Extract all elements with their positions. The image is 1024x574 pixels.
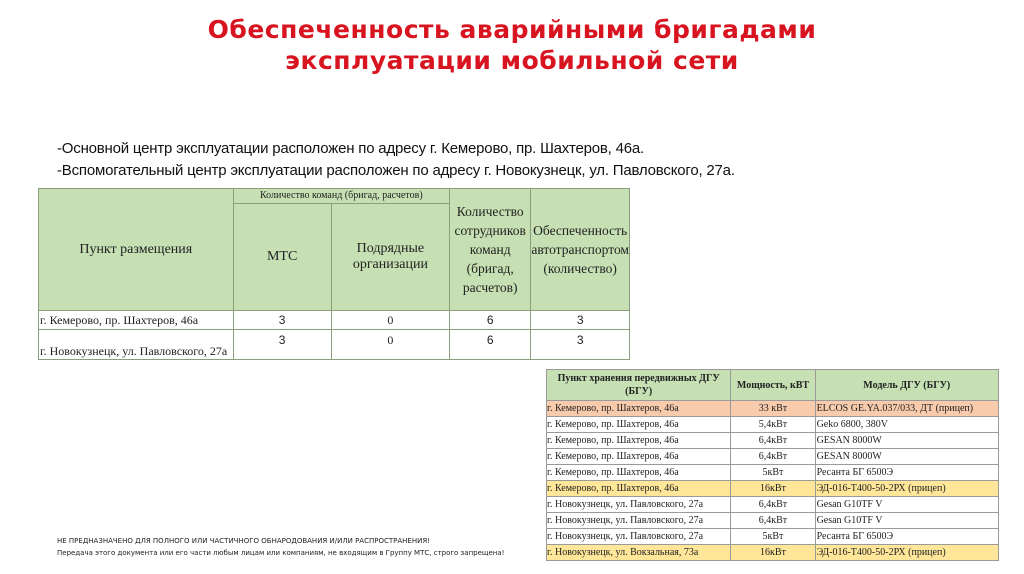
cell-power: 5,4кВт [731,417,815,433]
table-row [547,401,999,417]
cell-model: ЭД-016-Т400-50-2РХ (прицеп) [815,481,998,497]
notice-line-1: НЕ ПРЕДНАЗНАЧЕНО ДЛЯ ПОЛНОГО ИЛИ ЧАСТИЧНОГО ОБНАРОДОВАНИЯ И/ИЛИ РАСПРОСТРАНЕНИЯ! [57,537,430,545]
cell-place: г. Кемерово, пр. Шахтеров, 46а [547,433,731,449]
cell-place: г. Кемерово, пр. Шахтеров, 46а [547,465,731,481]
cell-power: 33 кВт [731,401,815,417]
cell-model: Geko 6800, 380V [815,417,998,433]
cell-power: 16кВт [731,545,815,561]
cell-place: г. Кемерово, пр. Шахтеров, 46а [547,481,731,497]
cell-model: GESAN 8000W [815,449,998,465]
cell-model: Gesan G10TF V [815,497,998,513]
table-row [547,513,999,529]
header-employees: Количество сотрудников команд (бригад, расчетов) [450,189,531,311]
confidentiality-notice [57,535,504,559]
cell-power: 6,4кВт [731,513,815,529]
title-line-2: эксплуатации мобильной сети [285,46,739,75]
page-title [0,14,1024,76]
cell-place: г. Кемерово, пр. Шахтеров, 46а [547,417,731,433]
table-row [547,433,999,449]
intro-line-main-center: -Основной центр эксплуатации расположен по адресу г. Кемерово, пр. Шахтеров, 46а. [57,140,644,157]
cell-vehicles: 3 [531,330,630,360]
cell-power: 5кВт [731,529,815,545]
header-storage-place: Пункт хранения передвижных ДГУ (БГУ) [547,370,731,401]
dgu-table [546,369,999,561]
cell-model: Gesan G10TF V [815,513,998,529]
cell-employees: 6 [450,330,531,360]
cell-contractors: 0 [331,330,449,360]
cell-employees: 6 [450,311,531,330]
header-place: Пункт размещения [39,189,234,311]
cell-model: Ресанта БГ 6500Э [815,465,998,481]
table-row [39,330,630,360]
header-vehicles: Обеспеченность автотранспортом (количество) [531,189,630,311]
table-row [547,465,999,481]
cell-place: г. Новокузнецк, ул. Павловского, 27а [39,330,234,360]
table-row [547,449,999,465]
intro-text [57,138,735,182]
cell-model: ELCOS GE.YA.037/033, ДТ (прицеп) [815,401,998,417]
cell-place: г. Кемерово, пр. Шахтеров, 46а [547,449,731,465]
cell-mts: 3 [233,311,331,330]
cell-place: г. Кемерово, пр. Шахтеров, 46а [39,311,234,330]
notice-line-2: Передача этого документа или его части любым лицам или компаниям, не входящим в Группу МТС, строго запрещена! [57,549,505,557]
cell-contractors: 0 [331,311,449,330]
table-row [547,481,999,497]
cell-place: г. Новокузнецк, ул. Вокзальная, 73а [547,545,731,561]
cell-power: 6,4кВт [731,433,815,449]
header-mts: МТС [233,204,331,311]
intro-line-aux-center: -Вспомогательный центр эксплуатации расположен по адресу г. Новокузнецк, ул. Павловского, 27а. [57,162,735,179]
table-row [547,497,999,513]
header-contractors: Подрядные организации [331,204,449,311]
table-row [39,311,630,330]
cell-power: 6,4кВт [731,449,815,465]
cell-power: 6,4кВт [731,497,815,513]
header-power: Мощность, кВТ [731,370,815,401]
teams-table [38,188,630,360]
cell-model: GESAN 8000W [815,433,998,449]
cell-place: г. Новокузнецк, ул. Павловского, 27а [547,513,731,529]
header-team-count: Количество команд (бригад, расчетов) [233,189,450,204]
cell-model: ЭД-016-Т400-50-2РХ (прицеп) [815,545,998,561]
cell-power: 16кВт [731,481,815,497]
cell-place: г. Кемерово, пр. Шахтеров, 46а [547,401,731,417]
table-row [547,529,999,545]
cell-model: Ресанта БГ 6500Э [815,529,998,545]
table-row [547,417,999,433]
cell-mts: 3 [233,330,331,360]
title-line-1: Обеспеченность аварийными бригадами [207,15,817,44]
table-row [547,545,999,561]
cell-place: г. Новокузнецк, ул. Павловского, 27а [547,529,731,545]
cell-power: 5кВт [731,465,815,481]
cell-place: г. Новокузнецк, ул. Павловского, 27а [547,497,731,513]
header-model: Модель ДГУ (БГУ) [815,370,998,401]
cell-vehicles: 3 [531,311,630,330]
